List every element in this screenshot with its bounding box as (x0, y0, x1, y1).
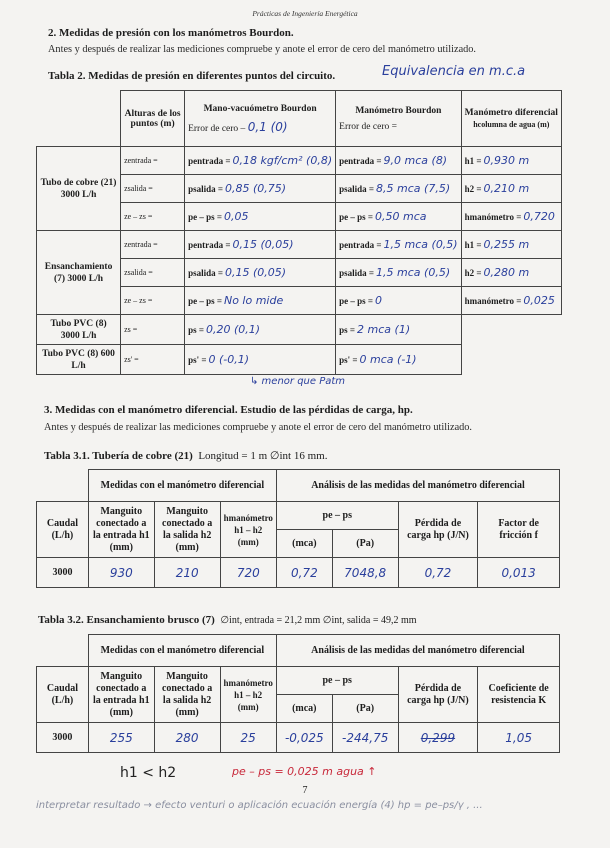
t31-loss: Pérdida de carga hp (J/N) (398, 502, 478, 558)
t2-h: h1 = 0,255 m (461, 231, 561, 259)
table32 (36, 634, 560, 753)
patm-note: ↳ menor que Patm (250, 376, 346, 387)
t31-mca-value: 0,72 (276, 558, 332, 588)
t31-pa-value: 7048,8 (332, 558, 398, 588)
t32-h1-value: 255 (88, 723, 154, 753)
table31 (36, 469, 560, 588)
t32-caudal: Caudal (L/h) (37, 667, 89, 723)
t2-z: zsalida = (121, 259, 185, 287)
t2-row (37, 345, 562, 375)
t2-header-heights: Alturas de los puntos (m) (121, 91, 185, 147)
t31-dp: pe – ps (276, 502, 398, 530)
bottom-pencil-note: interpretar resultado → efecto venturi o aplicación ecuación energía (4) hp = pe–ps/γ , ... (36, 800, 483, 811)
t32-mca: (mca) (276, 695, 332, 723)
t2-h: h1 = 0,930 m (461, 147, 561, 175)
table32-caption: Tabla 3.2. Ensanchamiento brusco (7) ∅int, entrada = 21,2 mm ∅int, salida = 49,2 mm (38, 614, 417, 626)
section3-title: 3. Medidas con el manómetro diferencial. Estudio de las pérdidas de carga, hp. (44, 404, 413, 416)
section2-title: 2. Medidas de presión con los manómetros Bourdon. (48, 27, 294, 39)
t31-caudal: Caudal (L/h) (37, 502, 89, 558)
t32-pa-value: -244,75 (332, 723, 398, 753)
t2-p2: ps' = 0 mca (-1) (336, 345, 461, 375)
t2-h: h2 = 0,210 m (461, 175, 561, 203)
t31-data-row (37, 558, 560, 588)
t2-empty (461, 315, 561, 345)
t31-loss-value: 0,72 (398, 558, 478, 588)
t32-data-row (37, 723, 560, 753)
t2-h: hmanómetro = 0,720 (461, 203, 561, 231)
t32-h2: Manguito conectado a la salida h2 (mm) (154, 667, 220, 723)
section3-text: Antes y después de realizar las mediciones compruebe y anote el error de cero del manómetro utilizado. (44, 422, 473, 433)
table31-caption: Tabla 3.1. Tubería de cobre (21) Longitud = 1 m ∅int 16 mm. (44, 450, 328, 462)
t32-h1: Manguito conectado a la entrada h1 (mm) (88, 667, 154, 723)
t32-factor-value: 1,05 (478, 723, 560, 753)
t32-loss: Pérdida de carga hp (J/N) (398, 667, 478, 723)
t31-hman: hmanómetro h1 – h2 (mm) (220, 502, 276, 558)
page-number: 7 (302, 785, 308, 796)
t31-hman-value: 720 (220, 558, 276, 588)
t2-p2: psalida = 1,5 mca (0,5) (336, 259, 461, 287)
running-header: Prácticas de Ingeniería Energética (252, 9, 358, 18)
t32-corner (37, 635, 89, 667)
t32-hman: hmanómetro h1 – h2 (mm) (220, 667, 276, 723)
t31-factor: Factor de fricción f (478, 502, 560, 558)
t31-corner (37, 470, 89, 502)
t32-caudal-value: 3000 (37, 723, 89, 753)
t2-header-diff: Manómetro diferencial hcolumna de agua (m) (461, 91, 561, 147)
t32-group2: Análisis de las medidas del manómetro diferencial (276, 635, 559, 667)
t2-p1: psalida = 0,85 (0,75) (185, 175, 336, 203)
h-compare-note: h1 < h2 (120, 765, 177, 781)
t32-group1: Medidas con el manómetro diferencial (88, 635, 276, 667)
t2-p1: pentrada = 0,15 (0,05) (185, 231, 336, 259)
t31-factor-value: 0,013 (478, 558, 560, 588)
t2-p2: ps = 2 mca (1) (336, 315, 461, 345)
t2-group-label: Tubo PVC (8) 600 L/h (37, 345, 121, 375)
t2-z: zentrada = (121, 147, 185, 175)
t31-h2-value: 210 (154, 558, 220, 588)
table2 (36, 90, 562, 375)
t2-h: hmanómetro = 0,025 (461, 287, 561, 315)
t31-h2: Manguito conectado a la salida h2 (mm) (154, 502, 220, 558)
t2-p1: psalida = 0,15 (0,05) (185, 259, 336, 287)
t2-p2: pe – ps = 0,50 mca (336, 203, 461, 231)
t2-z: zs' = (121, 345, 185, 375)
t2-p2: pentrada = 9,0 mca (8) (336, 147, 461, 175)
t2-z: zentrada = (121, 231, 185, 259)
t2-p1: pe – ps = 0,05 (185, 203, 336, 231)
t2-h: h2 = 0,280 m (461, 259, 561, 287)
t2-group-label: Tubo de cobre (21) 3000 L/h (37, 147, 121, 231)
t32-loss-value: 0,299 (398, 723, 478, 753)
t2-p1: ps' = 0 (-0,1) (185, 345, 336, 375)
red-pressure-note: pe – ps = 0,025 m agua ↑ (232, 765, 377, 778)
equivalence-annotation: Equivalencia en m.c.a (382, 64, 526, 79)
t31-caudal-value: 3000 (37, 558, 89, 588)
t2-empty (461, 345, 561, 375)
t2-p2: pe – ps = 0 (336, 287, 461, 315)
t2-z: zs = (121, 315, 185, 345)
t2-group-label: Ensanchamiento (7) 3000 L/h (37, 231, 121, 315)
t2-group-label: Tubo PVC (8) 3000 L/h (37, 315, 121, 345)
t2-row (37, 315, 562, 345)
t2-z: zsalida = (121, 175, 185, 203)
t2-z: ze – zs = (121, 203, 185, 231)
t32-pa: (Pa) (332, 695, 398, 723)
section2-text: Antes y después de realizar las mediciones compruebe y anote el error de cero del manómetro utilizado. (48, 44, 477, 55)
t2-p1: pe – ps = No lo mide (185, 287, 336, 315)
t31-h1: Manguito conectado a la entrada h1 (mm) (88, 502, 154, 558)
t2-header-bourdon: Manómetro Bourdon Error de cero = (336, 91, 461, 147)
t2-header-mano: Mano-vacuómetro Bourdon Error de cero – 0,1 (0) (185, 91, 336, 147)
t31-h1-value: 930 (88, 558, 154, 588)
t32-hman-value: 25 (220, 723, 276, 753)
t2-row (37, 147, 562, 175)
t31-mca: (mca) (276, 530, 332, 558)
t32-factor: Coeficiente de resistencia K (478, 667, 560, 723)
table2-caption: Tabla 2. Medidas de presión en diferentes puntos del circuito. (48, 70, 336, 82)
t2-z: ze – zs = (121, 287, 185, 315)
t32-h2-value: 280 (154, 723, 220, 753)
t31-pa: (Pa) (332, 530, 398, 558)
t31-group2: Análisis de las medidas del manómetro diferencial (276, 470, 559, 502)
table2-corner (37, 91, 121, 147)
t2-p1: pentrada = 0,18 kgf/cm² (0,8) (185, 147, 336, 175)
t2-p1: ps = 0,20 (0,1) (185, 315, 336, 345)
t2-p2: psalida = 8,5 mca (7,5) (336, 175, 461, 203)
t32-dp: pe – ps (276, 667, 398, 695)
t31-group1: Medidas con el manómetro diferencial (88, 470, 276, 502)
t2-row (37, 231, 562, 259)
t2-p2: pentrada = 1,5 mca (0,5) (336, 231, 461, 259)
t32-mca-value: -0,025 (276, 723, 332, 753)
